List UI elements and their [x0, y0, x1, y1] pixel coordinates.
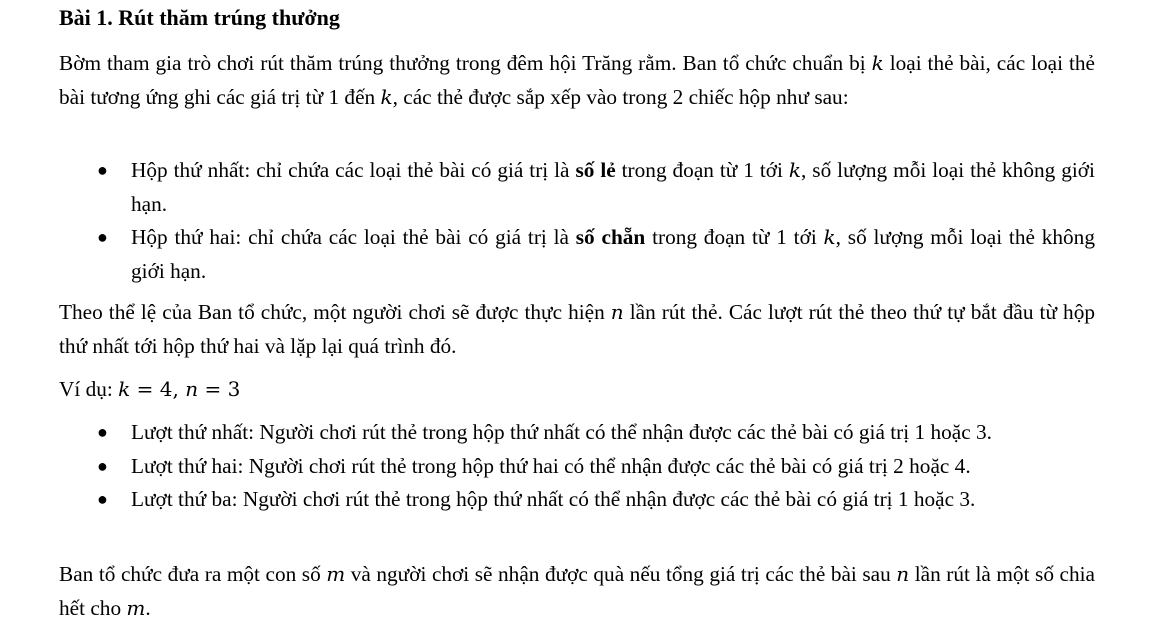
box-list [59, 154, 1095, 288]
example-eq-2: = 3 [198, 377, 241, 401]
box-1-text-1: Hộp thứ nhất: chỉ chứa các loại thẻ bài có giá trị là [131, 158, 576, 182]
box-2-bold: số chẵn [575, 225, 646, 249]
var-k: k [823, 225, 836, 249]
var-k: k [380, 84, 393, 109]
intro-text-2: loại thẻ bài, các loại thẻ bài tương ứng ghi các giá trị từ 1 đến [59, 51, 1095, 109]
var-m: m [326, 562, 346, 586]
conclusion-text-2: và người chơi sẽ nhận được quà nếu tổng giá trị các thẻ bài sau [345, 562, 897, 586]
bullet-icon: ● [97, 489, 108, 509]
var-k: k [118, 377, 131, 401]
intro-text-1: Bờm tham gia trò chơi rút thăm trúng thưởng trong đêm hội Trăng rằm. Ban tổ chức chuẩn bị [59, 51, 872, 75]
conclusion-text-1: Ban tổ chức đưa ra một con số [59, 562, 327, 586]
conclusion-paragraph [59, 558, 1095, 625]
turn-2-text: Lượt thứ hai: Người chơi rút thẻ trong hộp thứ hai có thể nhận được các thẻ bài có giá trị 2 hoặc 4. [131, 453, 971, 478]
var-n: n [610, 300, 624, 324]
var-k: k [871, 51, 884, 75]
list-item-turn-2 [59, 450, 1095, 484]
conclusion-text-4: . [145, 595, 151, 620]
bullet-icon: ● [97, 160, 108, 180]
box-1-text-3: , số lượng mỗi loại thẻ không giới hạn. [131, 158, 1095, 216]
problem-title: Bài 1. Rút thăm trúng thưởng [59, 5, 340, 30]
conclusion-text-3: lần rút là một số chia hết cho [59, 562, 1095, 620]
bullet-icon: ● [97, 455, 108, 476]
example-eq-1: = 4, [130, 377, 186, 401]
intro-paragraph [59, 47, 1095, 114]
var-n: n [896, 562, 910, 586]
bullet-icon: ● [97, 227, 108, 247]
list-item-turn-3 [59, 483, 1095, 517]
list-item-turn-1 [59, 416, 1095, 450]
box-2-text-1: Hộp thứ hai: chỉ chứa các loại thẻ bài có giá trị là [131, 225, 576, 249]
turn-1-text: Lượt thứ nhất: Người chơi rút thẻ trong hộp thứ nhất có thể nhận được các thẻ bài có giá trị 1 hoặc 3. [131, 420, 992, 444]
var-m: m [126, 595, 146, 620]
rules-text-2: lần rút thẻ. Các lượt rút thẻ theo thứ tự bắt đầu từ hộp thứ nhất tới hộp thứ hai và lặp lại quá trình đó. [59, 300, 1095, 358]
var-k: k [788, 158, 802, 182]
list-item-box-2 [59, 221, 1095, 288]
example-line [59, 373, 1095, 407]
turn-list [59, 416, 1095, 517]
box-2-text-3: , số lượng mỗi loại thẻ không giới hạn. [131, 225, 1095, 283]
rules-text-1: Theo thể lệ của Ban tổ chức, một người chơi sẽ được thực hiện [59, 300, 611, 324]
box-1-text-2: trong đoạn từ 1 tới [615, 158, 789, 182]
rules-paragraph [59, 296, 1095, 363]
bullet-icon: ● [97, 422, 108, 442]
box-1-bold: số lẻ [575, 158, 616, 182]
var-n: n [185, 377, 199, 401]
turn-3-text: Lượt thứ ba: Người chơi rút thẻ trong hộp thứ nhất có thể nhận được các thẻ bài có giá trị 1 hoặc 3. [131, 487, 976, 511]
list-item-box-1 [59, 154, 1095, 221]
intro-text-3: , các thẻ được sắp xếp vào trong 2 chiếc hộp như sau: [392, 84, 849, 109]
example-label: Ví dụ: [59, 377, 119, 401]
box-2-text-2: trong đoạn từ 1 tới [645, 225, 824, 249]
